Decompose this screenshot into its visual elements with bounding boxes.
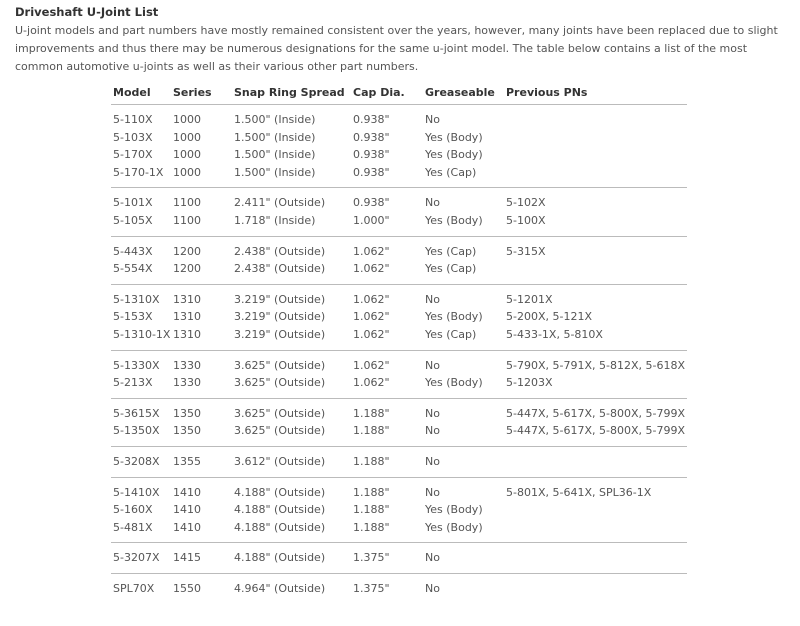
cell-model: 5-3207X: [113, 551, 160, 565]
header-model: Model: [111, 80, 171, 105]
cell-cap-dia: 1.062": [353, 327, 390, 341]
table-row: [111, 164, 687, 188]
cell-model: 5-554X: [113, 262, 153, 276]
row-group: [111, 477, 687, 543]
cell-previous-pns: [504, 129, 687, 147]
cell-series: 1200: [173, 262, 201, 276]
header-previous-pns: Previous PNs: [504, 80, 687, 105]
cell-series: 1550: [173, 581, 201, 595]
cell-greaseable: Yes (Body): [425, 376, 483, 390]
page-title: Driveshaft U-Joint List: [15, 5, 159, 19]
cell-greaseable: No: [425, 454, 440, 468]
cell-previous-pns: 5-447X, 5-617X, 5-800X, 5-799X: [506, 424, 685, 438]
cell-model: SPL70X: [113, 581, 155, 595]
cell-cap-dia: 1.062": [353, 310, 390, 324]
cell-previous-pns: [504, 105, 687, 129]
cell-model: 5-3615X: [113, 406, 160, 420]
row-group: [111, 446, 687, 477]
cell-previous-pns: [504, 164, 687, 188]
table-row: [111, 519, 687, 543]
table-row: [111, 188, 687, 212]
cell-cap-dia: 0.938": [353, 130, 390, 144]
cell-cap-dia: 1.375": [353, 581, 390, 595]
table-row: [111, 374, 687, 398]
cell-series: 1000: [173, 165, 201, 179]
cell-series: 1310: [173, 292, 201, 306]
table-row: [111, 146, 687, 164]
table-row: [111, 284, 687, 308]
cell-snap-ring-spread: 1.500" (Inside): [234, 113, 316, 126]
cell-cap-dia: 1.188": [353, 503, 390, 517]
cell-snap-ring-spread: 3.625" (Outside): [234, 358, 326, 372]
cell-cap-dia: 1.188": [353, 406, 390, 420]
cell-snap-ring-spread: 2.438" (Outside): [234, 262, 326, 276]
table-row: [111, 573, 687, 603]
cell-previous-pns: 5-100X: [506, 213, 546, 227]
table-row: [111, 236, 687, 260]
cell-previous-pns: 5-433-1X, 5-810X: [506, 327, 603, 341]
cell-greaseable: Yes (Cap): [425, 262, 477, 276]
cell-previous-pns: [504, 573, 687, 603]
cell-cap-dia: 1.375": [353, 551, 390, 565]
cell-snap-ring-spread: 3.625" (Outside): [234, 424, 326, 438]
cell-previous-pns: [504, 260, 687, 284]
cell-series: 1310: [173, 327, 201, 341]
cell-cap-dia: 0.938": [353, 165, 390, 179]
cell-previous-pns: 5-200X, 5-121X: [506, 310, 592, 324]
cell-series: 1350: [173, 424, 201, 438]
cell-series: 1415: [173, 551, 201, 565]
cell-snap-ring-spread: 1.718" (Inside): [234, 213, 316, 227]
cell-cap-dia: 0.938": [353, 113, 390, 126]
cell-model: 5-170X: [113, 148, 153, 162]
cell-model: 5-1350X: [113, 424, 160, 438]
cell-previous-pns: 5-315X: [506, 244, 546, 258]
cell-greaseable: Yes (Body): [425, 310, 483, 324]
cell-cap-dia: 1.062": [353, 358, 390, 372]
cell-cap-dia: 1.000": [353, 213, 390, 227]
table-row: [111, 105, 687, 129]
table-row: [111, 260, 687, 284]
cell-series: 1330: [173, 376, 201, 390]
cell-series: 1355: [173, 454, 201, 468]
cell-model: 5-213X: [113, 376, 153, 390]
cell-previous-pns: [504, 543, 687, 574]
header-snap-ring-spread: Snap Ring Spread: [232, 80, 351, 105]
cell-greaseable: Yes (Body): [425, 148, 483, 162]
row-group: [111, 543, 687, 574]
cell-model: 5-3208X: [113, 454, 160, 468]
cell-cap-dia: 1.188": [353, 424, 390, 438]
cell-series: 1410: [173, 520, 201, 534]
cell-series: 1000: [173, 148, 201, 162]
cell-greaseable: No: [425, 551, 440, 565]
cell-snap-ring-spread: 3.219" (Outside): [234, 292, 326, 306]
cell-previous-pns: [504, 146, 687, 164]
cell-model: 5-103X: [113, 130, 153, 144]
cell-series: 1200: [173, 244, 201, 258]
cell-greaseable: Yes (Body): [425, 520, 483, 534]
table-row: [111, 501, 687, 519]
row-group: [111, 236, 687, 284]
cell-snap-ring-spread: 4.188" (Outside): [234, 485, 326, 499]
cell-snap-ring-spread: 3.625" (Outside): [234, 376, 326, 390]
cell-previous-pns: [504, 446, 687, 477]
cell-series: 1000: [173, 130, 201, 144]
cell-greaseable: No: [425, 581, 440, 595]
row-group: [111, 105, 687, 188]
table-row: [111, 543, 687, 574]
cell-greaseable: No: [425, 113, 440, 126]
cell-cap-dia: 1.188": [353, 520, 390, 534]
cell-cap-dia: 1.062": [353, 292, 390, 306]
cell-snap-ring-spread: 2.438" (Outside): [234, 244, 326, 258]
header-series: Series: [171, 80, 232, 105]
cell-model: 5-1310-1X: [113, 327, 171, 341]
cell-previous-pns: [504, 501, 687, 519]
cell-series: 1350: [173, 406, 201, 420]
row-group: [111, 350, 687, 398]
cell-series: 1100: [173, 196, 201, 210]
cell-previous-pns: 5-801X, 5-641X, SPL36-1X: [506, 485, 652, 499]
table-row: [111, 308, 687, 326]
table-row: [111, 398, 687, 422]
cell-model: 5-481X: [113, 520, 153, 534]
cell-greaseable: No: [425, 424, 440, 438]
cell-cap-dia: 1.062": [353, 262, 390, 276]
cell-snap-ring-spread: 2.411" (Outside): [234, 196, 326, 210]
cell-snap-ring-spread: 3.625" (Outside): [234, 406, 326, 420]
cell-model: 5-160X: [113, 503, 153, 517]
row-group: [111, 284, 687, 350]
cell-greaseable: Yes (Body): [425, 213, 483, 227]
cell-cap-dia: 1.188": [353, 454, 390, 468]
cell-previous-pns: [504, 519, 687, 543]
header-cap-dia: Cap Dia.: [351, 80, 423, 105]
cell-model: 5-1410X: [113, 485, 160, 499]
cell-cap-dia: 1.062": [353, 376, 390, 390]
cell-greaseable: Yes (Cap): [425, 165, 477, 179]
cell-model: 5-101X: [113, 196, 153, 210]
cell-snap-ring-spread: 3.219" (Outside): [234, 327, 326, 341]
cell-snap-ring-spread: 1.500" (Inside): [234, 130, 316, 144]
table-row: [111, 422, 687, 446]
cell-greaseable: No: [425, 292, 440, 306]
cell-series: 1330: [173, 358, 201, 372]
cell-snap-ring-spread: 4.964" (Outside): [234, 581, 326, 595]
row-group: [111, 188, 687, 236]
cell-snap-ring-spread: 4.188" (Outside): [234, 551, 326, 565]
cell-model: 5-443X: [113, 244, 153, 258]
table-row: [111, 129, 687, 147]
cell-greaseable: Yes (Body): [425, 130, 483, 144]
row-group: [111, 398, 687, 446]
table-row: [111, 326, 687, 350]
cell-greaseable: Yes (Cap): [425, 327, 477, 341]
cell-greaseable: No: [425, 196, 440, 210]
cell-snap-ring-spread: 1.500" (Inside): [234, 165, 316, 179]
table-row: [111, 477, 687, 501]
cell-greaseable: No: [425, 485, 440, 499]
cell-greaseable: Yes (Cap): [425, 244, 477, 258]
cell-snap-ring-spread: 3.612" (Outside): [234, 454, 326, 468]
cell-snap-ring-spread: 4.188" (Outside): [234, 503, 326, 517]
cell-previous-pns: 5-1203X: [506, 376, 553, 390]
cell-previous-pns: 5-102X: [506, 196, 546, 210]
cell-series: 1410: [173, 485, 201, 499]
cell-snap-ring-spread: 4.188" (Outside): [234, 520, 326, 534]
ujoint-table: [111, 80, 687, 603]
cell-model: 5-105X: [113, 213, 153, 227]
intro-paragraph: U-joint models and part numbers have mostly remained consistent over the years, however, many joints have been replaced due to slight improvements and thus there may be numerous designations for the same u-joint model. The table below contains a list of the most common automotive u-joints as well as their various other part numbers.: [15, 24, 778, 73]
table-header: [111, 80, 687, 105]
cell-model: 5-1310X: [113, 292, 160, 306]
cell-cap-dia: 0.938": [353, 196, 390, 210]
header-greaseable: Greaseable: [423, 80, 504, 105]
cell-previous-pns: 5-1201X: [506, 292, 553, 306]
cell-model: 5-1330X: [113, 358, 160, 372]
cell-model: 5-110X: [113, 113, 153, 126]
cell-series: 1310: [173, 310, 201, 324]
cell-model: 5-153X: [113, 310, 153, 324]
cell-model: 5-170-1X: [113, 165, 164, 179]
cell-snap-ring-spread: 1.500" (Inside): [234, 148, 316, 162]
table-row: [111, 212, 687, 236]
cell-cap-dia: 1.188": [353, 485, 390, 499]
cell-series: 1100: [173, 213, 201, 227]
cell-greaseable: Yes (Body): [425, 503, 483, 517]
cell-cap-dia: 0.938": [353, 148, 390, 162]
table-row: [111, 446, 687, 477]
cell-previous-pns: 5-447X, 5-617X, 5-800X, 5-799X: [506, 406, 685, 420]
header-row: [111, 80, 687, 105]
table-row: [111, 350, 687, 374]
cell-previous-pns: 5-790X, 5-791X, 5-812X, 5-618X: [506, 358, 685, 372]
cell-greaseable: No: [425, 406, 440, 420]
cell-series: 1000: [173, 113, 201, 126]
cell-series: 1410: [173, 503, 201, 517]
cell-cap-dia: 1.062": [353, 244, 390, 258]
cell-greaseable: No: [425, 358, 440, 372]
row-group: [111, 573, 687, 603]
cell-snap-ring-spread: 3.219" (Outside): [234, 310, 326, 324]
